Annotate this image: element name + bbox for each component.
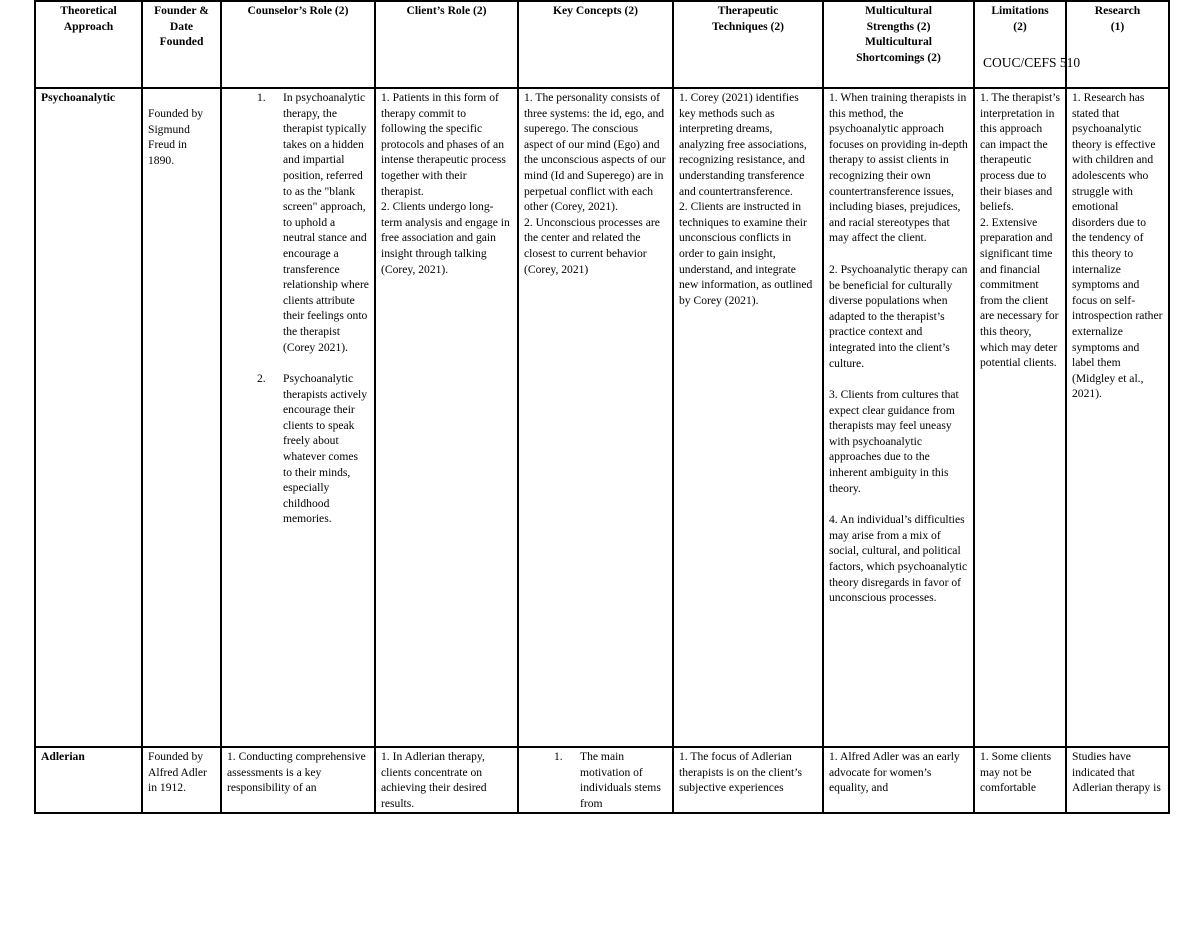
header-client-role: Client’s Role (2) (375, 1, 518, 88)
list-item: 3. Clients from cultures that expect clear guidance from therapists may feel uneasy with psychoanalytic approaches due to the inherent ambiguity in this theory. (829, 388, 959, 495)
list-item: 1. In psychoanalytic therapy, the therapist typically takes on a hidden and impartial position, referred to as the "blank screen" approach, to uphold a neutral stance and encourage a transference relationship where clients attribute their feelings onto the therapist (Corey 2021). (257, 91, 369, 354)
header-key-concepts: Key Concepts (2) (518, 1, 673, 88)
course-code: COUC/CEFS 510 (983, 55, 1081, 70)
approach-psychoanalytic: Psychoanalytic (35, 88, 142, 747)
founder-cell: Founded by Alfred Adler in 1912. (142, 747, 221, 813)
client-role-cell (375, 88, 518, 747)
list-item: 1. The main motivation of individuals stems from (554, 750, 661, 810)
key-concepts-cell (518, 88, 673, 747)
header-founder: Founder & Date Founded (142, 1, 221, 88)
list-item: 1. The therapist’s interpretation in this approach can impact the therapeutic process due to their biases and beliefs. (980, 91, 1060, 214)
multicultural-cell (823, 88, 974, 747)
list-item: 1. Patients in this form of therapy commit to following the specific protocols and phases of an intense therapeutic process together with their therapist. (381, 91, 506, 198)
header-limitations: Limitations (2) (974, 1, 1066, 88)
header-multicultural: Multicultural Strengths (2) Multicultural Shortcomings (2) (823, 1, 974, 88)
techniques-cell: 1. The focus of Adlerian therapists is on the client’s subjective experiences (673, 747, 823, 813)
limitations-cell (974, 88, 1066, 747)
list-item: 2. Psychoanalytic therapy can be beneficial for culturally diverse populations when adapted to the therapist’s practice context and integrated into the client’s culture. (829, 262, 968, 370)
list-item: 4. An individual’s difficulties may arise from a mix of social, cultural, and political factors, which psychoanalytic theory disregards in favor of unconscious processes. (829, 513, 968, 605)
list-item: 1. The personality consists of three systems: the id, ego, and superego. The conscious aspect of our mind (Ego) and the unconscious aspects of our mind (Id and Superego) are in perpetual conflict with each other (Corey, 2021). (524, 91, 666, 214)
list-item: 2. Psychoanalytic therapists actively encourage their clients to speak freely about whatever comes to their minds, especially childhood memories. (257, 372, 368, 526)
list-item: 2. Clients undergo long-term analysis and engage in free association and gain insight through talking (Corey, 2021). (381, 200, 510, 276)
row-adlerian (35, 747, 1169, 813)
multicultural-cell: 1. Alfred Adler was an early advocate for women’s equality, and (823, 747, 974, 813)
theory-comparison-table (34, 0, 1170, 814)
key-concepts-cell (518, 747, 673, 813)
client-role-cell: 1. In Adlerian therapy, clients concentrate on achieving their desired results. (375, 747, 518, 813)
list-item: 2. Unconscious processes are the center and related the closest to current behavior (Corey, 2021) (524, 215, 660, 276)
header-row (35, 1, 1169, 88)
founder-text: Founded by Sigmund Freud in 1890. (148, 107, 204, 167)
list-item: 1. When training therapists in this method, the psychoanalytic approach focuses on providing in-depth therapy to assist clients in recognizing their own countertransference issues, including biases, prejudices, and racial stereotypes that may affect the client. (829, 91, 968, 245)
header-research: Research (1) (1066, 1, 1169, 88)
approach-adlerian: Adlerian (35, 747, 142, 813)
header-counselor-role: Counselor’s Role (2) (221, 1, 375, 88)
research-text: 1. Research has stated that psychoanalytic theory is effective with children and adolescents who struggle with emotional disorders due to the tendency of this theory to internalize symptoms and focus on self-introspection rather externalize symptoms and label them (Midgley et al., 2021). (1072, 91, 1163, 401)
header-theoretical-approach: Theoretical Approach (35, 1, 142, 88)
header-therapeutic-techniques: Therapeutic Techniques (2) (673, 1, 823, 88)
row-psychoanalytic (35, 88, 1169, 747)
list-item: 1. Corey (2021) identifies key methods such as interpreting dreams, analyzing free associations, recognizing resistance, and understanding transference and countertransference. (679, 91, 807, 198)
techniques-cell (673, 88, 823, 747)
counselor-role-cell: 1. Conducting comprehensive assessments is a key responsibility of an (221, 747, 375, 813)
research-cell (1066, 88, 1169, 747)
list-item: 2. Extensive preparation and significant time and financial commitment from the client are necessary for this theory, which may deter potential clients. (980, 215, 1059, 370)
list-item: 2. Clients are instructed in techniques to examine their unconscious conflicts in order to gain insight, understand, and integrate new information, as outlined by Corey (2021). (679, 200, 813, 307)
limitations-cell: 1. Some clients may not be comfortable (974, 747, 1066, 813)
research-cell: Studies have indicated that Adlerian therapy is (1066, 747, 1169, 813)
founder-cell (142, 88, 221, 747)
counselor-role-cell (221, 88, 375, 747)
